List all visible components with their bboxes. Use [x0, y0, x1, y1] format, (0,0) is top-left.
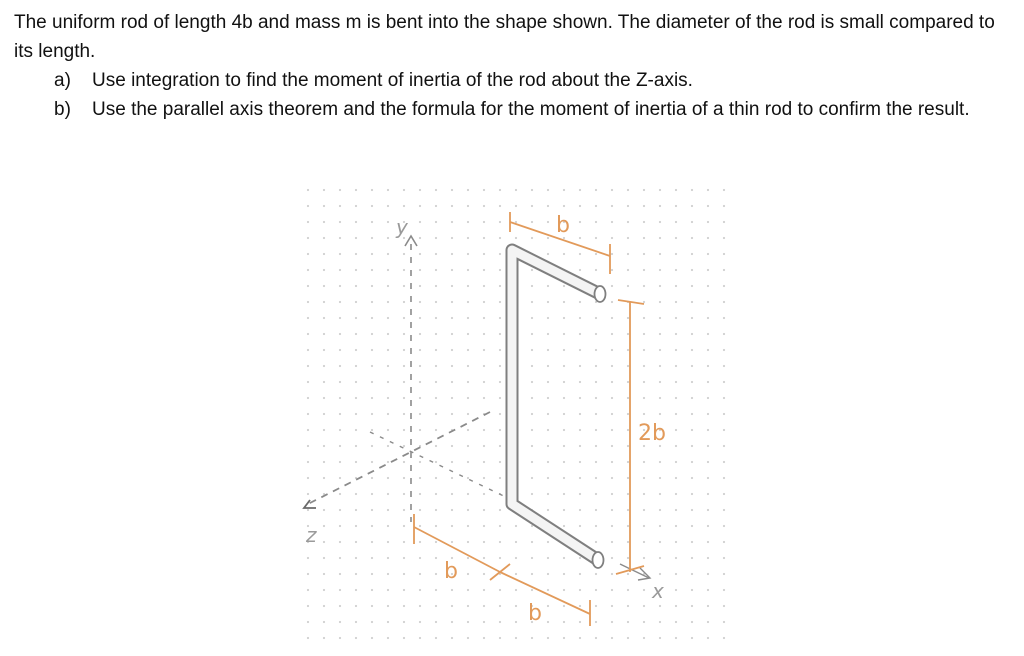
part-a: [14, 66, 1014, 95]
part-b: [14, 95, 1014, 124]
y-axis-label: y: [396, 215, 408, 239]
rod-sketch: [300, 182, 730, 650]
rod-top-end: [595, 286, 606, 302]
dim-label-bottom-second-b: b: [528, 601, 542, 626]
dim-label-vertical-2b: 2b: [638, 421, 666, 446]
dim-label-top-b: b: [556, 213, 570, 238]
part-b-marker: b): [54, 99, 71, 120]
dim-label-bottom-first-b: b: [444, 559, 458, 584]
problem-text: [14, 8, 1014, 124]
problem-parts-list: [14, 66, 1014, 124]
rod-figure: [300, 182, 730, 650]
z-axis-label: z: [306, 523, 317, 547]
part-a-marker: a): [54, 70, 71, 91]
rod-bottom-end: [593, 552, 604, 568]
part-b-text: Use the parallel axis theorem and the formula for the moment of inertia of a thin rod to confirm the result.: [92, 99, 970, 120]
problem-statement: The uniform rod of length 4b and mass m is bent into the shape shown. The diameter of the rod is small compared to its length.: [14, 12, 995, 62]
part-a-text: Use integration to find the moment of inertia of the rod about the Z-axis.: [92, 70, 693, 91]
x-axis-label: x: [652, 579, 664, 603]
